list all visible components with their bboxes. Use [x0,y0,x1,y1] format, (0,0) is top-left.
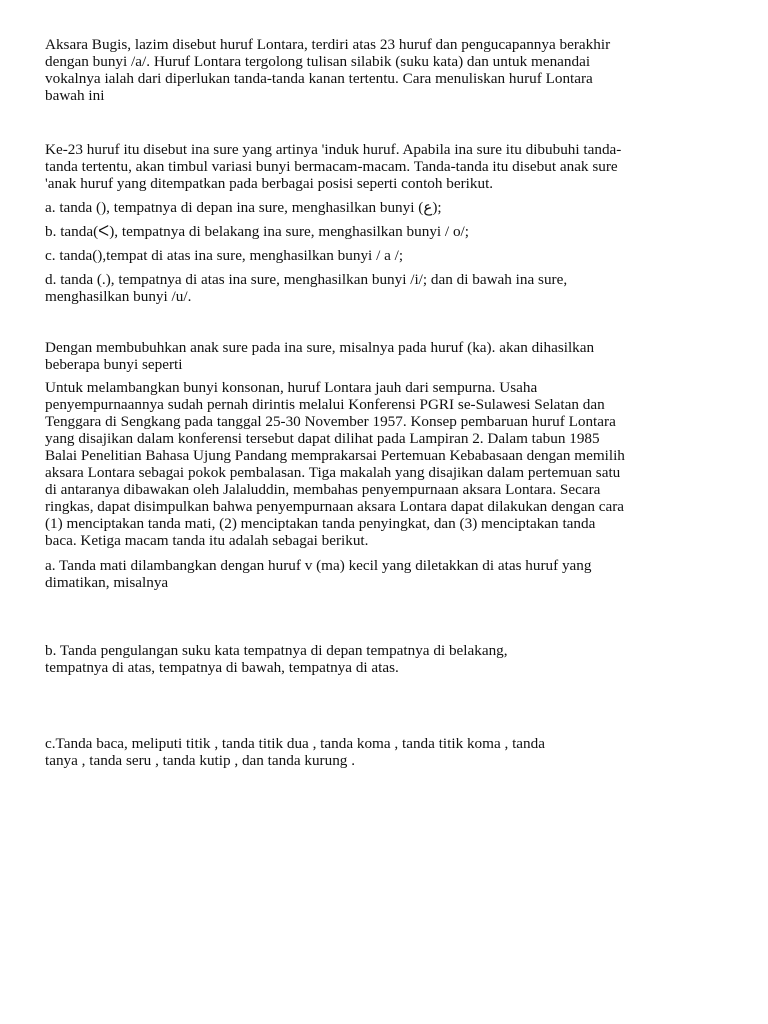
document-body [45,36,725,769]
list-item-b: b. tanda(ᐸ), tempatnya di belakang ina sure, menghasilkan bunyi / o/; [45,223,469,240]
list-item-a: a. tanda (), tempatnya di depan ina sure, menghasilkan bunyi (ع); [45,199,442,216]
paragraph-anak-sure: Dengan membubuhkan anak sure pada ina sure, misalnya pada huruf (ka). akan dihasilkan beberapa bunyi seperti [45,339,595,373]
paragraph-tanda-mati: a. Tanda mati dilambangkan dengan huruf v (ma) kecil yang diletakkan di atas huruf yang dimatikan, misalnya [45,557,592,591]
list-item-d: d. tanda (.), tempatnya di atas ina sure, menghasilkan bunyi /i/; dan di bawah ina sure, menghasilkan bunyi /u/. [45,271,568,305]
paragraph-intro: Aksara Bugis, lazim disebut huruf Lontara, terdiri atas 23 huruf dan pengucapannya berakhir dengan bunyi /a/. Huruf Lontara tergolong tulisan silabik (suku kata) dan untuk menandai vokalnya ialah dari diperlukan tanda-tanda kanan tertentu. Cara menuliskan huruf Lontara bawah ini [45,36,611,104]
list-item-c: c. tanda(),tempat di atas ina sure, menghasilkan bunyi / a /; [45,247,404,264]
paragraph-penyempurnaan: Untuk melambangkan bunyi konsonan, huruf Lontara jauh dari sempurna. Usaha penyempurnaannya sudah pernah dirintis melalui Konferensi PGRI se-Sulawesi Selatan dan Tenggara di Sengkang pada tanggal 25-30 November 1957. Konsep pembaruan huruf Lontara yang disajikan dalam konferensi tersebut dapat dilihat pada Lampiran 2. Dalam tabun 1985 Balai Penelitian Bahasa Ujung Pandang memprakarsai Pertemuan Kebabasaan dengan memilih aksara Lontara sebagai pokok pembalasan. Tiga makalah yang disajikan dalam pertemuan satu di antaranya dibawakan oleh Jalaluddin, membahas penyempurnaan aksara Lontara. Secara ringkas, dapat disimpulkan bahwa penyempurnaan aksara Lontara dapat dilakukan dengan cara (1) menciptakan tanda mati, (2) menciptakan tanda penyingkat, dan (3) menciptakan tanda baca. Ketiga macam tanda itu adalah sebagai berikut. [45,379,625,549]
paragraph-tanda-baca: c.Tanda baca, meliputi titik , tanda titik dua , tanda koma , tanda titik koma , tanda tanya , tanda seru , tanda kutip , dan tanda kurung . [45,735,545,769]
paragraph-ina-sure: Ke-23 huruf itu disebut ina sure yang artinya 'induk huruf. Apabila ina sure itu dibubuhi tanda- tanda tertentu, akan timbul variasi bunyi bermacam-macam. Tanda-tanda itu disebut anak sure 'anak huruf yang ditempatkan pada berbagai posisi seperti contoh berikut. [45,141,622,192]
paragraph-tanda-pengulangan: b. Tanda pengulangan suku kata tempatnya di depan tempatnya di belakang, tempatnya di atas, tempatnya di bawah, tempatnya di atas. [45,642,508,676]
